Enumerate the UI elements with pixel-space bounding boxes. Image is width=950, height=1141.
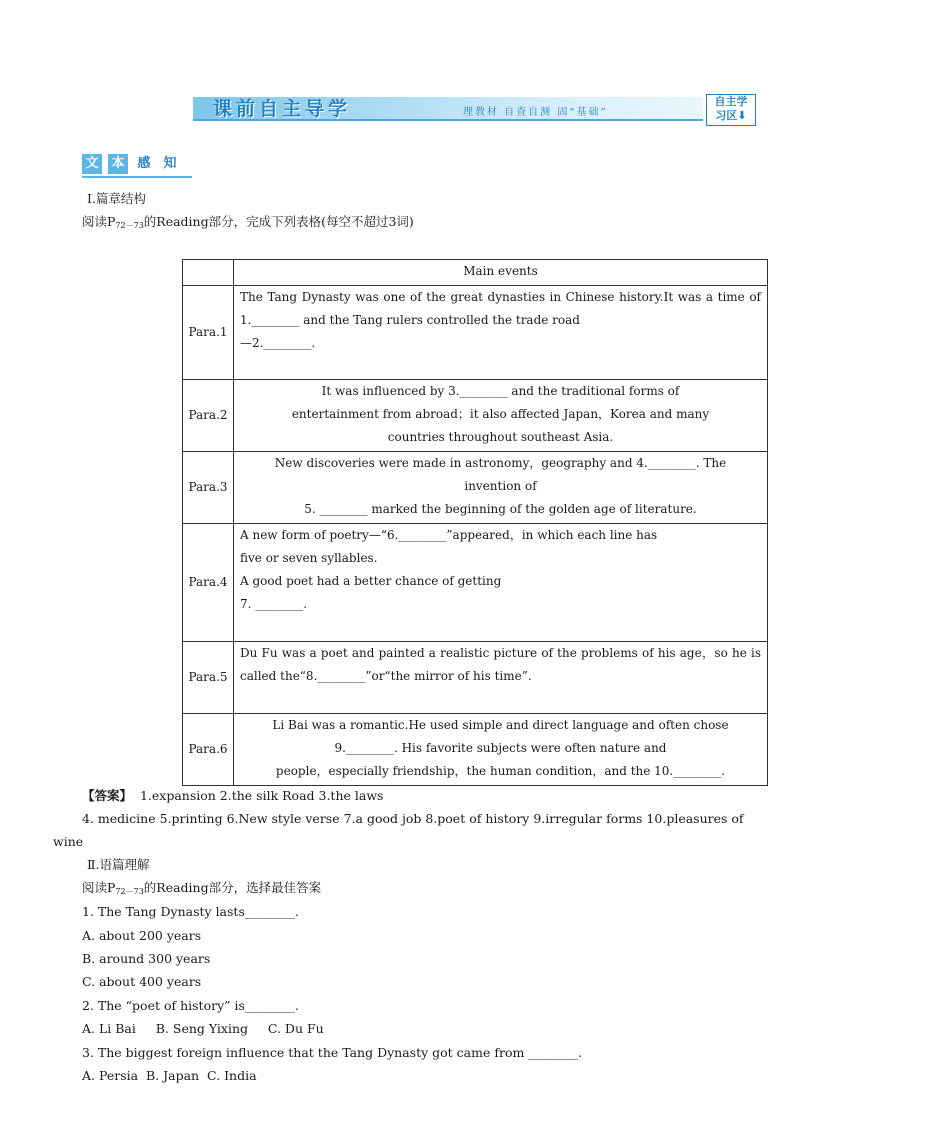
table-header-row <box>183 260 768 286</box>
content-line: A new form of poetry—“6.________”appeared，in which each line has <box>240 528 658 542</box>
para-content <box>234 286 768 380</box>
table-row <box>183 524 768 642</box>
question-2: 2. The “poet of history” is________. <box>82 998 299 1013</box>
content-line: It was influenced by 3.________ and the traditional forms of <box>321 384 680 398</box>
para-content <box>234 524 768 642</box>
arrow-down-icon: ⬇ <box>737 109 747 122</box>
answers-line1: 【答案】 1.expansion 2.the silk Road 3.the laws <box>82 788 384 803</box>
answers-line3: wine <box>53 834 84 849</box>
question-1: 1. The Tang Dynasty lasts________. <box>82 904 299 919</box>
content-line: Du Fu was a poet and painted a realistic picture of the problems of his age，so he is called the“8.________”or“the mirror of his time”. <box>240 646 761 683</box>
question-1-option-b: B. around 300 years <box>82 951 211 966</box>
tag-underline <box>82 176 192 178</box>
table-row <box>183 286 768 380</box>
content-line: —2.________. <box>240 336 316 350</box>
table-row <box>183 714 768 786</box>
self-study-zone-badge <box>706 94 756 126</box>
badge-line1: 自主学 <box>714 95 748 108</box>
content-line: entertainment from abroad；it also affected Japan，Korea and many <box>291 407 710 421</box>
para-content <box>234 642 768 714</box>
banner-subtitle: 理教材 自查自测 固“基础” <box>463 107 608 118</box>
question-2-options: A. Li Bai B. Seng Yixing C. Du Fu <box>82 1021 324 1036</box>
section-banner <box>193 94 755 126</box>
question-1-option-c: C. about 400 years <box>82 974 202 989</box>
para-content <box>234 714 768 786</box>
para-label: Para.6 <box>183 714 234 786</box>
para-label: Para.1 <box>183 286 234 380</box>
content-line: A good poet had a better chance of getting <box>240 574 502 588</box>
para-label: Para.3 <box>183 452 234 524</box>
content-line: 9.________. His favorite subjects were often nature and <box>334 741 667 755</box>
para-content <box>234 380 768 452</box>
question-3: 3. The biggest foreign influence that the Tang Dynasty got came from ________. <box>82 1045 583 1060</box>
tag-char-3: 感 <box>137 156 151 171</box>
tag-char-2: 本 <box>108 154 128 174</box>
question-3-options: A. Persia B. Japan C. India <box>82 1068 257 1083</box>
content-line: 7. ________. <box>240 597 308 611</box>
table-header-main-events: Main events <box>234 260 768 286</box>
tag-char-1: 文 <box>82 154 102 174</box>
content-line: countries throughout southeast Asia. <box>387 430 614 444</box>
content-line: The Tang Dynasty was one of the great dynasties in Chinese history.It was a time of 1.________ and the Tang rulers controlled the trade road <box>240 290 761 327</box>
content-line: New discoveries were made in astronomy，geography and 4.________. The <box>274 456 727 470</box>
tag-char-4: 知 <box>163 156 177 171</box>
answers-line2: 4. medicine 5.printing 6.New style verse 7.a good job 8.poet of history 9.irregular forms 10.pleasures of <box>82 811 744 826</box>
banner-title: 课前自主导学 <box>213 98 352 120</box>
table-row <box>183 642 768 714</box>
part1-instruction: 阅读$P_{72-73}$的Reading部分，完成下列表格(每空不超过3词) <box>82 214 414 230</box>
content-line: people，especially friendship，the human condition，and the 10.________. <box>275 764 726 778</box>
content-line: invention of <box>464 479 537 493</box>
content-line: Li Bai was a romantic.He used simple and direct language and often chose <box>272 718 729 732</box>
para-label: Para.2 <box>183 380 234 452</box>
table-row <box>183 380 768 452</box>
content-line: 5. ________ marked the beginning of the golden age of literature. <box>304 502 697 516</box>
question-1-option-a: A. about 200 years <box>82 928 202 943</box>
table-header-empty <box>183 260 234 286</box>
part2-instruction: 阅读$P_{72-73}$的Reading部分，选择最佳答案 <box>82 880 322 896</box>
badge-line2: 习区⬇ <box>715 109 747 122</box>
para-label: Para.5 <box>183 642 234 714</box>
part1-heading: Ⅰ.篇章结构 <box>87 191 146 206</box>
content-line: five or seven syllables. <box>240 551 378 565</box>
answers-label: 【答案】 <box>82 788 133 803</box>
section-tag <box>82 154 192 178</box>
part2-heading: Ⅱ.语篇理解 <box>87 857 150 872</box>
para-label: Para.4 <box>183 524 234 642</box>
table-row <box>183 452 768 524</box>
main-events-table <box>182 259 768 786</box>
para-content <box>234 452 768 524</box>
